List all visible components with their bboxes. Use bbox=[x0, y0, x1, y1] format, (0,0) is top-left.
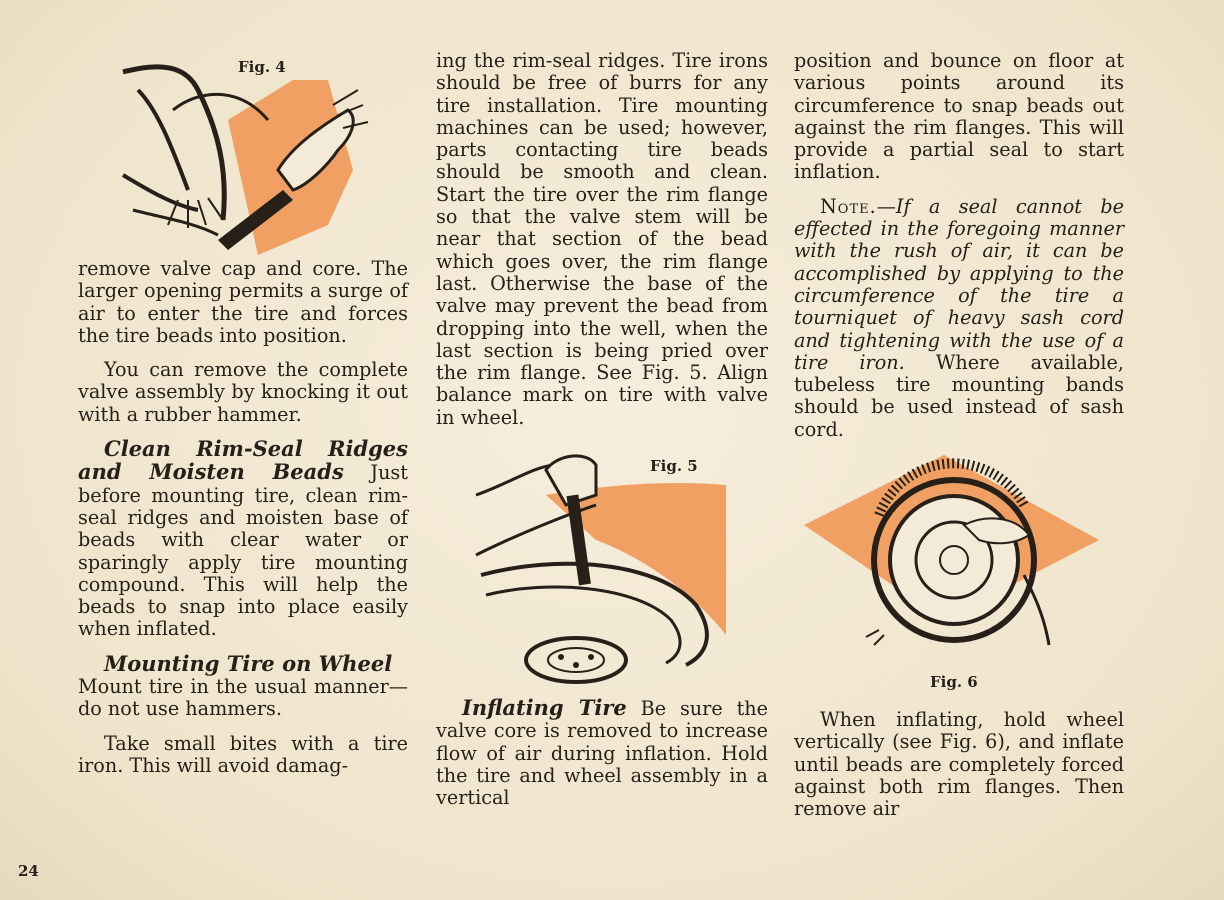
col2-paragraph-1: ing the rim-seal ridges. Tire irons should be free of burrs for any tire installation. Tire mounting machines can be used; however, parts contacting tire beads should be smooth and clean. Start the tire over the rim flange so that the valve stem will be near that section of the bead which goes over, the rim flange last. Otherwise the base of the valve may prevent the bead from dropping into the well, when the last section is being pried over the rim flange. See Fig. 5. Align balance mark on tire with valve in wheel. bbox=[436, 49, 768, 429]
page-number: 24 bbox=[18, 862, 39, 880]
tire-inflation-illustration bbox=[794, 445, 1124, 667]
figure-4-label: Fig. 4 bbox=[238, 58, 286, 76]
tire-iron-illustration bbox=[78, 50, 408, 258]
heading-clean-rim-seal: Clean Rim-Seal Ridges and Moisten Beads bbox=[78, 436, 408, 485]
col1-paragraph-1: remove valve cap and core. The larger opening permits a surge of air to enter the tire and forces the tire beads into position. bbox=[78, 257, 408, 347]
figure-5 bbox=[436, 435, 768, 685]
column-3 bbox=[794, 50, 1124, 821]
column-2 bbox=[436, 50, 768, 810]
figure-6 bbox=[794, 445, 1124, 709]
col2-paragraph-2-text: Be sure the valve core is removed to increase flow of air during inflation. Hold the tire and wheel assembly in a vertical bbox=[436, 697, 768, 810]
col2-paragraph-2 bbox=[436, 697, 768, 809]
rim-flange-illustration bbox=[436, 435, 768, 685]
note-italic-text: If a seal cannot be effected in the foregoing manner with the rush of air, it can be accomplished by applying to the circumference of the tire a tourniquet of heavy sash cord and tightening with the use of a tire iron. bbox=[794, 194, 1124, 374]
col1-paragraph-3 bbox=[78, 438, 408, 641]
col3-note bbox=[794, 196, 1124, 441]
figure-6-label: Fig. 6 bbox=[930, 673, 978, 692]
col1-paragraph-3-text: Just before mounting tire, clean rim-seal ridges and moisten base of beads with clear water or sparingly apply tire mounting compound. This will help the beads to snap into place easily when inflated. bbox=[78, 461, 408, 641]
col1-paragraph-4-text: Mount tire in the usual manner—do not use hammers. bbox=[78, 675, 408, 721]
note-rest-text: Where available, tubeless tire mounting bands should be used instead of sash cord. bbox=[794, 350, 1124, 441]
heading-inflating-tire: Inflating Tire bbox=[462, 695, 627, 721]
heading-mounting-tire: Mounting Tire on Wheel bbox=[104, 650, 393, 676]
col1-paragraph-2: You can remove the complete valve assembly by knocking it out with a rubber hammer. bbox=[78, 358, 408, 426]
note-label: Note. bbox=[820, 194, 877, 218]
figure-4 bbox=[78, 50, 408, 258]
col1-paragraph-5: Take small bites with a tire iron. This will avoid damag- bbox=[78, 731, 408, 777]
col1-paragraph-4 bbox=[78, 650, 408, 676]
col3-paragraph-1: position and bounce on floor at various points around its circumference to snap beads out against the rim flanges. This will provide a partial seal to start inflation. bbox=[794, 49, 1124, 184]
note-dash: — bbox=[876, 194, 896, 218]
column-1 bbox=[78, 50, 408, 777]
col3-paragraph-2: When inflating, hold wheel vertically (see Fig. 6), and inflate until beads are completely forced against both rim flanges. Then remove air bbox=[794, 708, 1124, 821]
figure-5-label: Fig. 5 bbox=[650, 457, 698, 476]
